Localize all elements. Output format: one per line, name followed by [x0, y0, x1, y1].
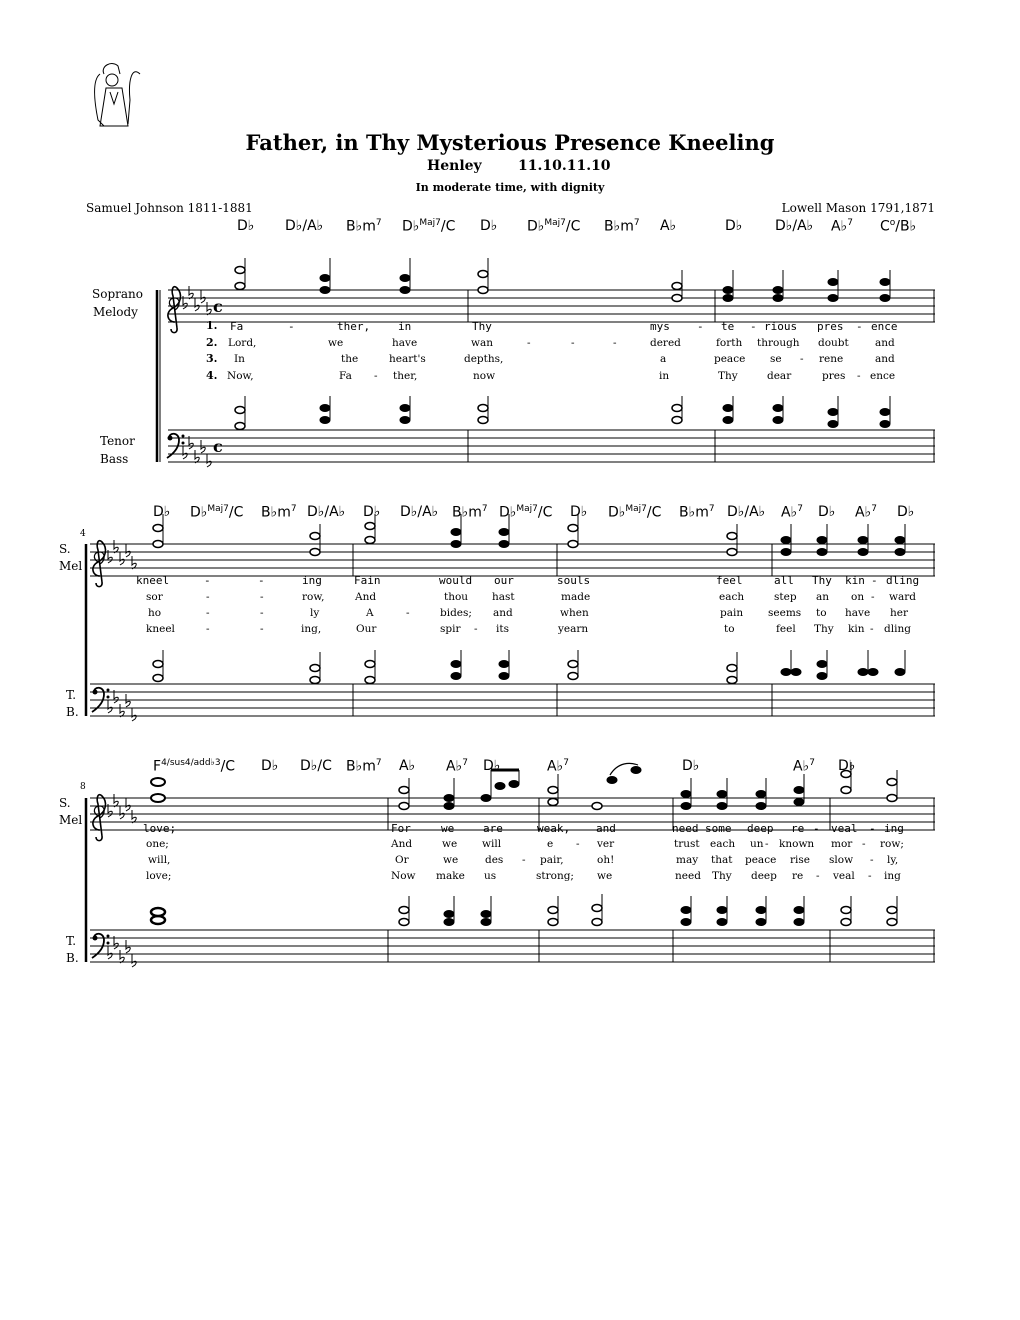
lyric-syllable: -	[258, 574, 265, 587]
lyric-syllable: when	[560, 607, 589, 619]
lyric-syllable: -	[800, 353, 804, 365]
lyric-syllable: -	[374, 370, 378, 382]
lyric-syllable: love;	[146, 870, 172, 882]
measure-number-4: 4	[80, 529, 86, 539]
lyric-syllable: -	[260, 607, 264, 619]
lyric-syllable: Thy	[472, 320, 492, 333]
lyric-syllable: -	[856, 320, 863, 333]
chord: D♭$^{Maj7}$/C	[402, 218, 456, 235]
lyric-syllable: us	[484, 870, 497, 882]
lyric-syllable: -	[871, 574, 878, 587]
lyric-syllable: pres	[817, 320, 844, 333]
chord: $B♭m^7$	[346, 758, 382, 775]
label-t-short-3: T.	[66, 934, 77, 948]
lyric-syllable: -	[204, 574, 211, 587]
label-s-short: S.	[59, 542, 71, 556]
lyric-syllable: our	[494, 574, 514, 587]
svg-text:c: c	[213, 437, 223, 456]
label-s-short-3: S.	[59, 796, 71, 810]
lyric-syllable: have	[392, 337, 418, 349]
lyric-syllable: its	[496, 623, 509, 635]
lyric-syllable: Thy	[812, 574, 832, 587]
chord: $F^{4/sus4/add♭3}/C$	[153, 758, 236, 775]
lyric-syllable: -	[869, 822, 876, 835]
hymn-title: Father, in Thy Mysterious Presence Kneeling	[245, 130, 775, 155]
label-mel-short-3: Mel	[59, 813, 83, 827]
lyric-syllable: -	[862, 838, 866, 850]
lyric-syllable: Thy	[718, 370, 738, 382]
lyric-syllable: -	[571, 337, 575, 349]
lyric-syllable: ing	[302, 574, 322, 587]
system-3	[86, 798, 935, 962]
chord: D♭/A♭	[307, 504, 346, 520]
lyric-syllable: and	[596, 822, 616, 835]
label-tenor: Tenor	[100, 434, 135, 448]
lyric-syllable: yearn	[558, 623, 589, 635]
lyric-syllable: mys	[650, 320, 670, 333]
verse-number: 3.	[206, 352, 218, 365]
label-b-short-3: B.	[66, 951, 79, 965]
lyric-syllable: -	[206, 623, 210, 635]
lyric-syllable: ver	[597, 838, 615, 850]
chord: A♭	[660, 218, 677, 234]
chord: A♭$^7$	[446, 758, 468, 775]
lyric-syllable: Now	[391, 870, 416, 882]
lyric-syllable: -	[765, 838, 769, 850]
lyric-syllable: -	[813, 822, 820, 835]
lyric-syllable: A	[366, 607, 374, 619]
lyric-syllable: her	[890, 607, 908, 619]
chord: D♭	[682, 758, 700, 774]
lyric-syllable: pres	[822, 370, 846, 382]
lyric-syllable: in	[398, 320, 412, 333]
lyric-syllable: -	[857, 370, 861, 382]
chord: D♭/A♭	[727, 504, 766, 520]
lyric-syllable: are	[483, 822, 503, 835]
lyric-syllable: step	[774, 591, 797, 603]
chord: D♭/A♭	[775, 218, 814, 234]
lyric-syllable: will	[482, 838, 502, 850]
lyric-syllable: For	[391, 822, 411, 835]
notes-tb3	[151, 894, 897, 926]
lyric-syllable: -	[406, 607, 410, 619]
lyric-syllable: feel	[716, 574, 743, 587]
chord: D♭	[725, 218, 743, 234]
lyric-syllable: sor	[146, 591, 163, 603]
lyric-syllable: veal	[833, 870, 855, 882]
lyric-syllable: to	[816, 607, 827, 619]
chord: $B♭m^7$	[452, 504, 488, 521]
chord: D♭$^{Maj7}$/C	[499, 504, 553, 521]
lyric-syllable: Fa	[339, 370, 352, 382]
label-t-short: T.	[66, 688, 77, 702]
lyric-syllable: Thy	[814, 623, 834, 635]
lyric-syllable: -	[527, 337, 531, 349]
lyric-syllable: -	[870, 854, 874, 866]
chord: D♭	[237, 218, 255, 234]
lyric-syllable: spir	[440, 623, 461, 635]
chord: D♭$^{Maj7}$/C	[190, 504, 244, 521]
chord: D♭/C	[300, 758, 332, 774]
lyric-syllable: some	[705, 822, 732, 835]
lyric-syllable: And	[391, 838, 413, 850]
chord: D♭/A♭	[400, 504, 439, 520]
verse-number: 1.	[206, 319, 218, 332]
lyric-syllable: ther,	[393, 370, 418, 382]
lyric-syllable: made	[561, 591, 591, 603]
lyric-syllable: row,	[302, 591, 325, 603]
lyric-syllable: known	[779, 838, 815, 850]
lyric-syllable: each	[710, 838, 736, 850]
lyric-syllable: weak,	[537, 822, 571, 835]
lyric-syllable: each	[719, 591, 745, 603]
lyric-syllable: veal	[831, 822, 858, 835]
lyric-syllable: we	[597, 870, 613, 882]
lyric-syllable: depths,	[464, 353, 504, 365]
lyric-syllable: deep	[751, 870, 777, 882]
lyric-syllable: need	[672, 822, 699, 835]
lyric-syllable: we	[442, 838, 458, 850]
lyric-syllable: ing,	[301, 623, 322, 635]
lyric-syllable: -	[697, 320, 704, 333]
lyric-syllable: Or	[395, 854, 409, 866]
lyric-syllable: deep	[747, 822, 774, 835]
lyric-syllable: will,	[148, 854, 171, 866]
lyric-syllable: to	[724, 623, 735, 635]
lyric-syllable: may	[676, 854, 699, 866]
poet-credit: Samuel Johnson 1811-1881	[86, 201, 253, 215]
chord: D♭	[897, 504, 915, 520]
lyric-syllable: -	[816, 870, 820, 882]
label-bass: Bass	[100, 452, 129, 466]
lyric-syllable: ly,	[887, 854, 899, 866]
chord: A♭$^7$	[781, 504, 803, 521]
chord: D♭	[480, 218, 498, 234]
lyric-syllable: would	[439, 574, 473, 587]
lyric-syllable: dered	[650, 337, 681, 349]
chord: D♭	[153, 504, 171, 520]
chord: $B♭m^7$	[261, 504, 297, 521]
lyric-syllable: we	[441, 822, 455, 835]
lyric-syllable: re	[791, 822, 805, 835]
lyric-syllable: -	[260, 591, 264, 603]
lyric-syllable: peace	[714, 353, 746, 365]
lyric-syllable: -	[206, 591, 210, 603]
lyric-syllable: -	[613, 337, 617, 349]
lyric-syllable: a	[660, 353, 667, 365]
tune-name: Henley	[427, 158, 482, 174]
lyric-syllable: Fa	[230, 320, 244, 333]
composer-credit: Lowell Mason 1791,1871	[781, 201, 935, 215]
chord: D♭$^{Maj7}$/C	[527, 218, 581, 235]
lyric-syllable: -	[522, 854, 526, 866]
lyric-syllable: -	[868, 870, 872, 882]
chord: A♭$^7$	[547, 758, 569, 775]
chord: $C^o/B♭$	[880, 218, 917, 235]
lyric-syllable: Now,	[227, 370, 254, 382]
lyric-syllable: -	[206, 607, 210, 619]
chord: D♭	[483, 758, 501, 774]
lyric-syllable: need	[675, 870, 701, 882]
tempo-marking: In moderate time, with dignity	[415, 181, 605, 194]
lyric-syllable: -	[870, 623, 874, 635]
verse-number: 2.	[206, 336, 218, 349]
lyric-syllable: on	[851, 591, 865, 603]
lyric-syllable: strong;	[536, 870, 574, 882]
lyric-syllable: -	[474, 623, 478, 635]
lyric-syllable: now	[473, 370, 496, 382]
lyric-syllable: te	[721, 320, 735, 333]
lyric-syllable: Thy	[712, 870, 732, 882]
lyric-syllable: -	[576, 838, 580, 850]
lyric-syllable: pair,	[540, 854, 564, 866]
chord: $B♭m^7$	[679, 504, 715, 521]
lyric-syllable: and	[875, 353, 895, 365]
meter: 11.10.11.10	[518, 158, 611, 174]
lyric-syllable: we	[443, 854, 459, 866]
lyric-syllable: ence	[870, 370, 896, 382]
lyric-syllable: have	[845, 607, 871, 619]
lyric-syllable: in	[659, 370, 670, 382]
lyric-syllable: heart's	[389, 353, 426, 365]
chord: D♭/A♭	[285, 218, 324, 234]
lyric-syllable: kin	[845, 574, 865, 587]
notes-tb2	[153, 650, 905, 684]
label-mel-short: Mel	[59, 559, 83, 573]
chord: A♭$^7$	[793, 758, 815, 775]
lyric-syllable: kin	[848, 623, 865, 635]
lyric-syllable: rious	[764, 320, 798, 333]
lyric-syllable: mor	[831, 838, 853, 850]
lyric-syllable: se	[770, 353, 782, 365]
lyric-syllable: -	[750, 320, 757, 333]
lyric-syllable: through	[757, 337, 800, 349]
lyric-syllable: ther,	[337, 320, 371, 333]
lyric-syllable: ence	[871, 320, 898, 333]
chord: D♭	[818, 504, 836, 520]
lyric-syllable: we	[328, 337, 344, 349]
lyric-syllable: -	[871, 591, 875, 603]
lyric-syllable: dling	[886, 574, 920, 587]
lyric-syllable: kneel	[146, 623, 175, 635]
lyric-syllable: pain	[720, 607, 744, 619]
notes-s1	[235, 258, 890, 302]
system-1	[157, 290, 935, 462]
lyric-syllable: dling	[884, 623, 911, 635]
measure-number-8: 8	[80, 782, 86, 792]
lyric-syllable: Lord,	[228, 337, 257, 349]
chord: D♭	[570, 504, 588, 520]
chord: D♭	[261, 758, 279, 774]
lyric-syllable: Fain	[354, 574, 381, 587]
chord: A♭	[399, 758, 416, 774]
chord: D♭$^{Maj7}$/C	[608, 504, 662, 521]
lyric-syllable: And	[355, 591, 377, 603]
lyric-syllable: thou	[444, 591, 469, 603]
lyric-syllable: -	[260, 623, 264, 635]
lyric-syllable: and	[875, 337, 895, 349]
lyric-syllable: ho	[148, 607, 162, 619]
lyric-syllable: des	[485, 854, 504, 866]
lyric-syllable: -	[288, 320, 295, 333]
lyric-syllable: doubt	[818, 337, 849, 349]
lyric-syllable: rise	[790, 854, 810, 866]
verse-number: 4.	[206, 369, 218, 382]
chord: $B♭m^7$	[346, 218, 382, 235]
svg-text:c: c	[213, 297, 223, 316]
lyric-syllable: re	[792, 870, 804, 882]
lyric-syllable: wan	[471, 337, 494, 349]
lyric-syllable: ly	[310, 607, 320, 619]
lyric-syllable: ing	[884, 870, 901, 882]
lyric-syllable: feel	[776, 623, 796, 635]
lyric-syllable: slow	[829, 854, 854, 866]
lyric-syllable: e	[547, 838, 554, 850]
lyric-syllable: kneel	[136, 574, 170, 587]
lyric-syllable: and	[493, 607, 513, 619]
lyric-syllable: love;	[143, 822, 177, 835]
lyric-syllable: forth	[716, 337, 743, 349]
lyric-syllable: all	[774, 574, 794, 587]
chord: $B♭m^7$	[604, 218, 640, 235]
lyric-syllable: ing	[884, 822, 904, 835]
lyric-syllable: rene	[819, 353, 844, 365]
lyric-syllable: dear	[767, 370, 792, 382]
lyric-syllable: peace	[745, 854, 777, 866]
notes-tb1	[235, 396, 890, 430]
label-melody: Melody	[93, 305, 138, 319]
lyric-syllable: ward	[889, 591, 916, 603]
lyric-syllable: make	[436, 870, 465, 882]
lyric-syllable: trust	[674, 838, 700, 850]
lyric-syllable: one;	[146, 838, 169, 850]
label-soprano: Soprano	[92, 287, 143, 301]
lyric-syllable: the	[341, 353, 359, 365]
lyric-syllable: seems	[768, 607, 802, 619]
label-b-short: B.	[66, 705, 79, 719]
lyric-syllable: oh!	[597, 854, 615, 866]
lyric-syllable: row;	[880, 838, 904, 850]
chord: D♭	[838, 758, 856, 774]
system-2	[86, 544, 935, 716]
lyric-syllable: hast	[492, 591, 515, 603]
lyric-syllable: souls	[557, 574, 591, 587]
chord: A♭$^7$	[855, 504, 877, 521]
lyric-syllable: un	[750, 838, 764, 850]
lyric-syllable: an	[816, 591, 830, 603]
chord: D♭	[363, 504, 381, 520]
chord: A♭$^7$	[831, 218, 853, 235]
lyric-syllable: bides;	[440, 607, 472, 619]
lyric-syllable: that	[711, 854, 733, 866]
lyric-syllable: Our	[356, 623, 377, 635]
lyric-syllable: In	[234, 353, 245, 365]
angel-logo	[95, 64, 141, 126]
